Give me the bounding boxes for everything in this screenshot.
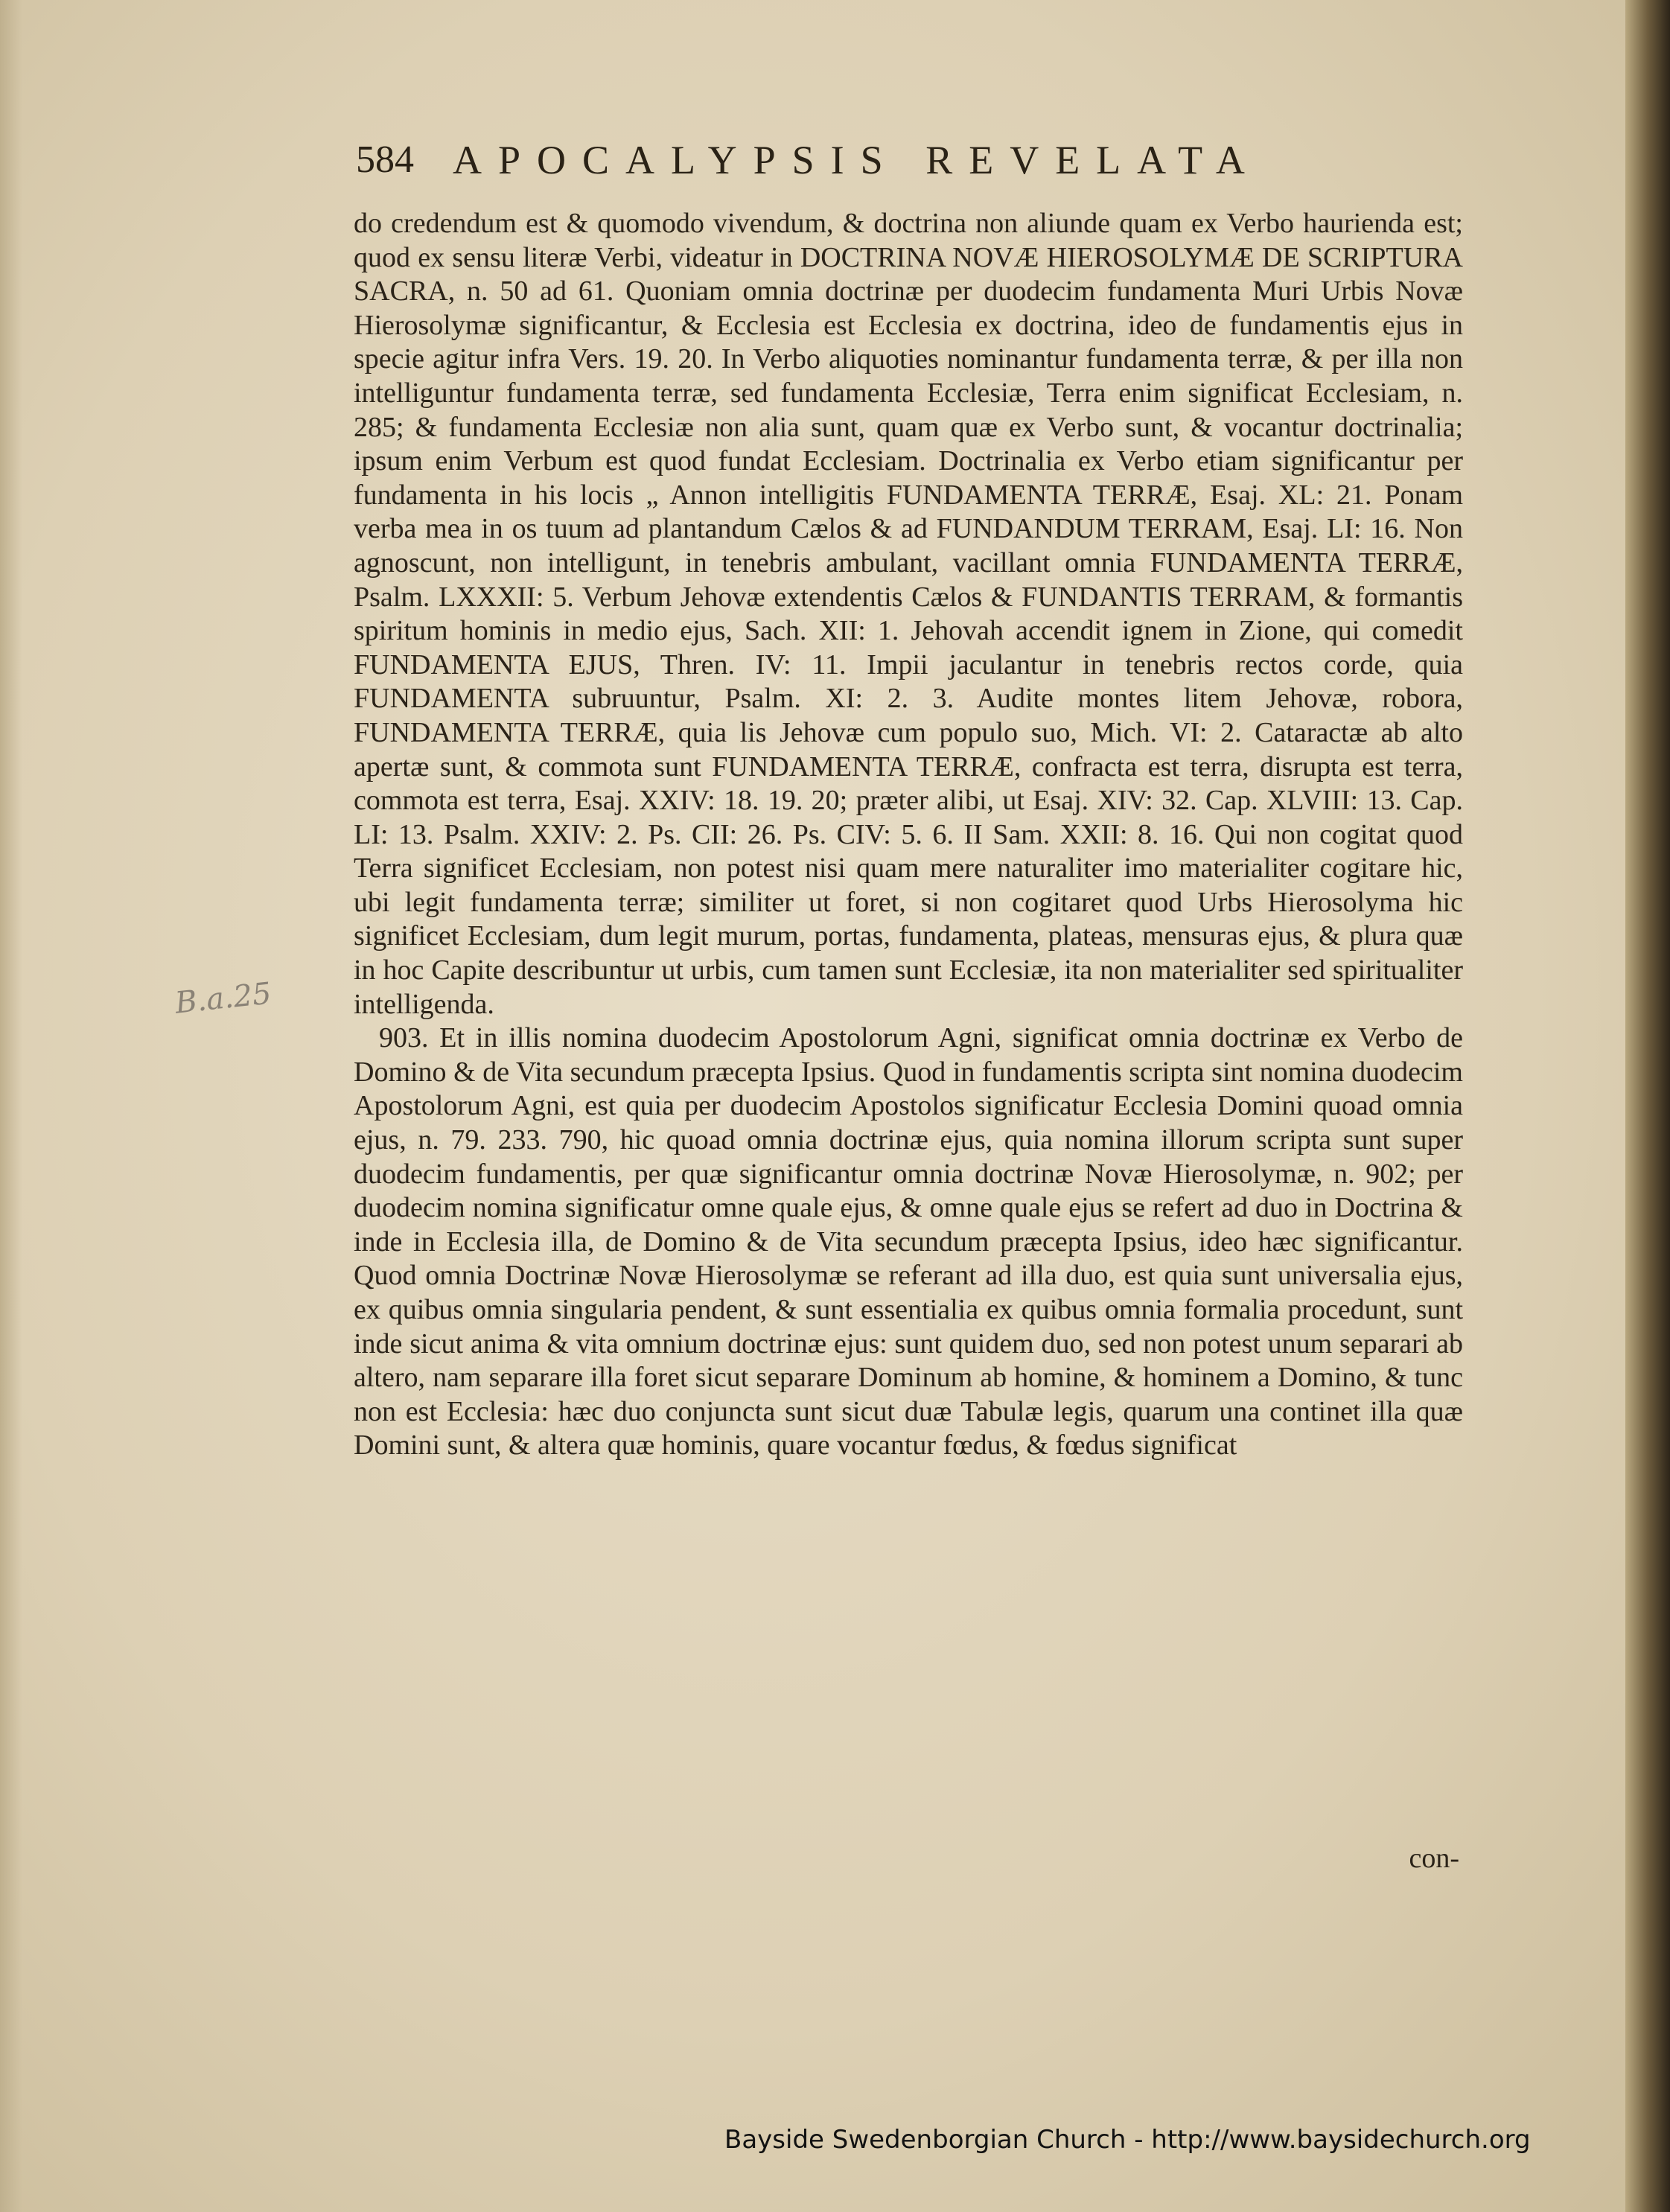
running-title: APOCALYPSIS REVELATA — [453, 138, 1261, 182]
catchword: con- — [1409, 1843, 1459, 1874]
running-head — [356, 134, 1428, 186]
paragraph-902-continuation: do credendum est & quomodo vivendum, & doctrina non aliunde quam ex Verbo haurienda est; quod ex sensu literæ Verbi, videatur in DOCTRINA NOVÆ HIEROSOLYMÆ DE SCRIPTURA SACRA, n. 50 ad 61. Quoniam omnia doctrinæ per duodecim fundamenta Muri Urbis Novæ Hierosolymæ significantur, & Ecclesia est Ecclesia ex doctrina, ideo de fundamentis ejus in specie agitur infra Vers. 19. 20. In Verbo aliquoties nominantur fundamenta terræ, & per illa non intelliguntur fundamenta terræ, sed fundamenta Ecclesiæ, Terra enim significat Ecclesiam, n. 285; & fundamenta Ecclesiæ non alia sunt, quam quæ ex Verbo sunt, & vocantur doctrinalia; ipsum enim Verbum est quod fundat Ecclesiam. Doctrinalia ex Verbo etiam significantur per fundamenta in his locis „ Annon intelligitis FUNDAMENTA TERRÆ, Esaj. XL: 21. Ponam verba mea in os tuum ad plantandum Cælos & ad FUNDANDUM TERRAM, Esaj. LI: 16. Non agnoscunt, non intelligunt, in tenebris ambulant, vacillant omnia FUNDAMENTA TERRÆ, Psalm. LXXXII: 5. Verbum Jehovæ extendentis Cælos & FUNDANTIS TERRAM, & formantis spiritum hominis in medio ejus, Sach. XII: 1. Jehovah accendit ignem in Zione, qui comedit FUNDAMENTA EJUS, Thren. IV: 11. Impii jaculantur in tenebris rectos corde, quia FUNDAMENTA subruuntur, Psalm. XI: 2. 3. Audite montes litem Jehovæ, robora, FUNDAMENTA TERRÆ, quia lis Jehovæ cum populo suo, Mich. VI: 2. Cataractæ ab alto apertæ sunt, & commota sunt FUNDAMENTA TERRÆ, confracta est terra, disrupta est terra, commota est terra, Esaj. XXIV: 18. 19. 20; præter alibi, ut Esaj. XIV: 32. Cap. XLVIII: 13. Cap. LI: 13. Psalm. XXIV: 2. Ps. CII: 26. Ps. CIV: 5. 6. II Sam. XXII: 8. 16. Qui non cogitat quod Terra significet Ecclesiam, non potest nisi quam mere naturaliter imo materialiter cogitare hic, ubi legit fundamenta terræ; similiter ut foret, si non cogitaret quod Urbs Hierosolyma hic significet Ecclesiam, dum legit murum, portas, fundamenta, plateas, mensuras ejus, & plura quæ in hoc Capite describuntur ut urbis, cum tamen sunt Ecclesiæ, ita non materialiter sed spiritualiter intelligenda. — [354, 208, 1463, 1020]
footer-credit: Bayside Swedenborgian Church - http://www.baysidechurch.org — [724, 2125, 1531, 2155]
paragraph-903: 903. Et in illis nomina duodecim Apostolorum Agni, significat omnia doctrinæ ex Verbo de Domino & de Vita secundum præcepta Ipsius. Quod in fundamentis scripta sint nomina duodecim Apostolorum Agni, est quia per duodecim Apostolos significatur Ecclesia Domini quoad omnia ejus, n. 79. 233. 790, hic quoad omnia doctrinæ ejus, quia nomina illorum scripta sunt super duodecim fundamentis, per quæ significantur omnia doctrinæ Novæ Hierosolymæ, n. 902; per duodecim nomina significatur omne quale ejus, & omne quale ejus se refert ad duo in Doctrina & inde in Ecclesia illa, de Domino & de Vita secundum præcepta Ipsius, ideo hæc significantur. Quod omnia Doctrinæ Novæ Hierosolymæ se referant ad illa duo, est quia sunt universalia ejus, ex quibus omnia singularia pendent, & sunt essentialia ex quibus omnia formalia procedunt, sunt inde sicut anima & vita omnium doctrinæ ejus: sunt quidem duo, sed non potest unum separari ab altero, nam separare illa foret sicut separare Dominum ab homine, & hominem a Domino, & tunc non est Ecclesia: hæc duo conjuncta sunt sicut duæ Tabulæ legis, quarum una continet illa quæ Domini sunt, & altera quæ hominis, quare vocantur fœdus, & fœdus significat — [354, 1022, 1463, 1462]
body-text — [354, 207, 1463, 1463]
page-left-edge — [0, 0, 22, 2212]
book-gutter — [1625, 0, 1670, 2212]
page-number: 584 — [356, 138, 414, 181]
handwritten-margin-note: B.a.25 — [173, 976, 273, 1021]
